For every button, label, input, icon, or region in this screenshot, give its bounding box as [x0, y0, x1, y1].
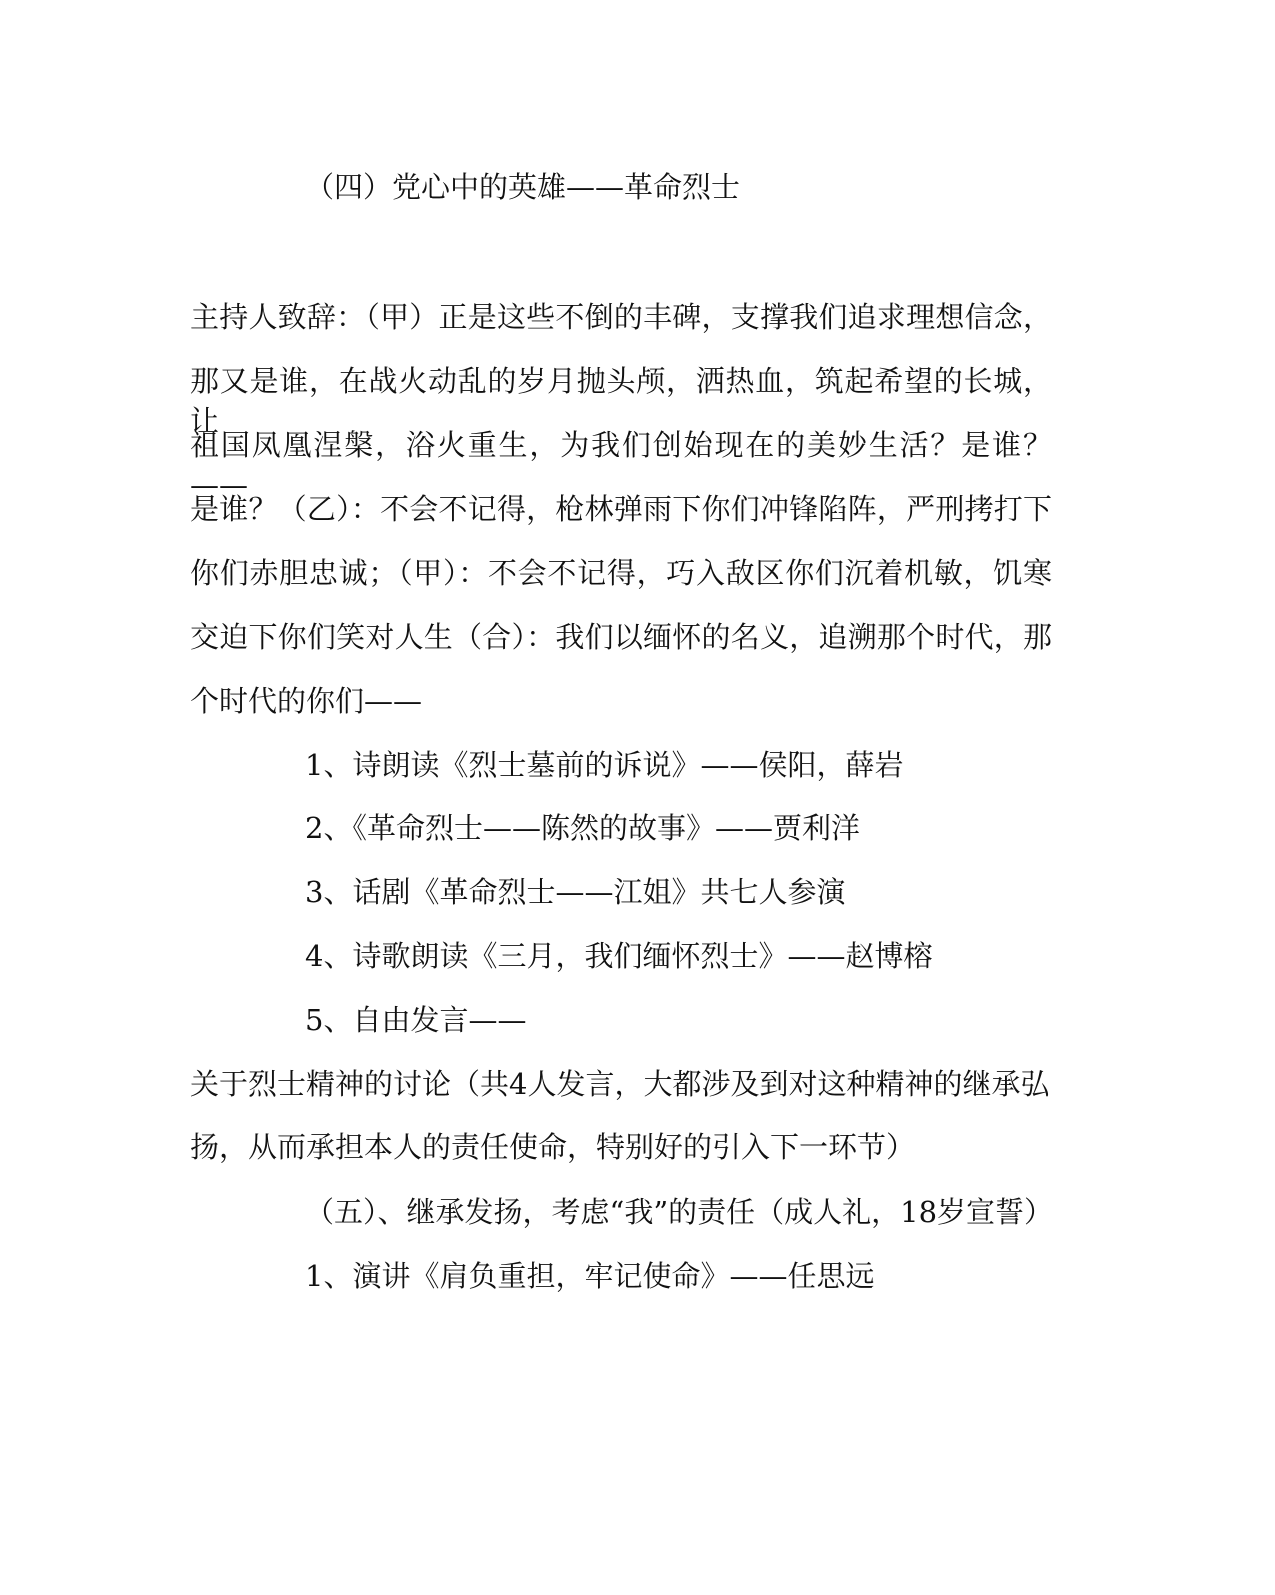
host-speech-line-1: 主持人致辞：（甲）正是这些不倒的丰碑，支撑我们追求理想信念，: [190, 300, 1052, 334]
program-item-3: 3、话剧《革命烈士——江姐》共七人参演: [305, 875, 846, 909]
host-speech-line-4: 是谁？（乙）：不会不记得，枪林弹雨下你们冲锋陷阵，严刑拷打下: [190, 492, 1052, 526]
host-speech-line-7: 个时代的你们——: [190, 684, 423, 718]
program-item-1: 1、诗朗读《烈士墓前的诉说》——侯阳，薛岩: [305, 748, 904, 782]
host-speech-line-5: 你们赤胆忠诚；（甲）：不会不记得，巧入敌区你们沉着机敏，饥寒: [190, 556, 1052, 590]
discussion-line-1: 关于烈士精神的讨论（共4人发言，大都涉及到对这种精神的继承弘: [190, 1067, 1050, 1101]
section-five-item-1: 1、演讲《肩负重担，牢记使命》——任思远: [305, 1259, 875, 1293]
section-five-heading: （五）、继承发扬，考虑“我”的责任（成人礼，18岁宣誓）: [305, 1195, 1054, 1229]
host-speech-line-3: 祖国凤凰涅槃，浴火重生，为我们创始现在的美妙生活？是谁？——: [190, 428, 1052, 502]
discussion-line-2: 扬，从而承担本人的责任使命，特别好的引入下一环节）: [190, 1130, 916, 1164]
host-speech-line-6: 交迫下你们笑对人生（合）：我们以缅怀的名义，追溯那个时代，那: [190, 620, 1052, 654]
section-four-heading: （四）党心中的英雄——革命烈士: [305, 170, 741, 204]
host-speech-line-2: 那又是谁，在战火动乱的岁月抛头颅，洒热血，筑起希望的长城，让: [190, 364, 1052, 438]
program-item-2: 2、《革命烈士——陈然的故事》——贾利洋: [305, 811, 860, 845]
program-item-4: 4、诗歌朗读《三月，我们缅怀烈士》——赵博榕: [305, 939, 933, 973]
program-item-5: 5、自由发言——: [305, 1003, 527, 1037]
